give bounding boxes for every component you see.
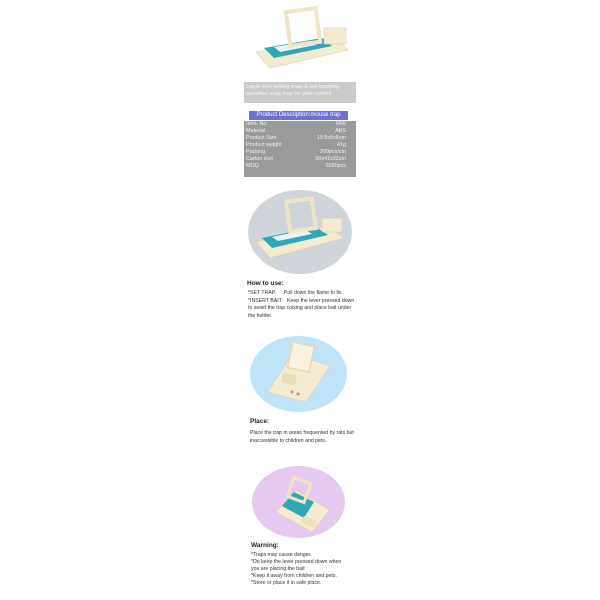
trap-illustration (248, 190, 352, 274)
place-line-2: inaccessible to children and pets. (250, 437, 327, 444)
place-body (250, 430, 362, 445)
warning-line-4: *Keep it away from children and pets. (251, 573, 337, 579)
description-title: Product Description:mouse trap (249, 111, 348, 120)
spec-value: 10.5x5x6cm (316, 135, 346, 141)
trap-photo-set (248, 190, 352, 274)
spec-row (244, 163, 356, 170)
spec-value: 5000pcs (325, 163, 346, 169)
caption-line-2: sensitive snap trap for pest control (246, 91, 332, 97)
spec-value: 41g (337, 142, 346, 148)
spec-value: 50x41x32cm (315, 156, 346, 162)
warning-title: Warning: (251, 542, 279, 549)
product-caption (244, 82, 356, 103)
spec-label: Material (246, 128, 266, 134)
trap-armed-illustration (252, 466, 345, 538)
spec-row (244, 142, 356, 149)
caption-line-1: Large size selling snap E-set trapping (246, 84, 340, 90)
spec-row (244, 149, 356, 156)
spec-row (244, 128, 356, 135)
hero-product-image (244, 0, 356, 76)
warning-line-3: you are placing the bait (251, 566, 305, 572)
trap-photo-top (250, 336, 347, 412)
insert-bait-line (248, 298, 358, 306)
spec-value: 200pcs/ctn (319, 149, 346, 155)
spec-label: Item. No (246, 121, 267, 127)
trap-top-illustration (250, 336, 347, 412)
spec-label: Packing (246, 149, 266, 155)
spec-row (244, 121, 356, 128)
spec-label: MOQ (246, 163, 259, 169)
spec-row (244, 156, 356, 163)
trap-photo-armed (252, 466, 345, 538)
warning-line-5: *Store or place it in safe place. (251, 580, 322, 586)
place-line-1: Place the trap in areas frequented by rats but (250, 430, 354, 436)
spec-table (244, 121, 356, 177)
spec-row (244, 135, 356, 142)
how-to-use-line-2: to avoid the trap colsing and place bait under (248, 305, 352, 311)
set-trap-line (248, 290, 358, 298)
place-title: Place: (250, 418, 270, 425)
set-trap-text: Pull down the flame to fix. (283, 290, 343, 296)
insert-bait-text: Keep the lever pressed down (287, 297, 355, 304)
set-trap-label: *SET TRAP: (248, 290, 277, 296)
warning-body (251, 552, 363, 587)
spec-value: ABS (335, 128, 346, 134)
spec-label: Carton size (246, 156, 274, 162)
how-to-use-line-3: the holder. (248, 312, 273, 319)
insert-bait-label: *INSERT BAIT: (248, 297, 283, 304)
warning-line-2: *Do keep the lever pressed down when (251, 559, 342, 565)
how-to-use-body (248, 290, 358, 320)
warning-line-1: *Traps may cause danger. (251, 552, 312, 558)
spec-value: M06 (335, 121, 346, 127)
spec-label: Product weight (246, 142, 282, 148)
spec-label: Product Size (246, 135, 277, 141)
how-to-use-title: How to use: (247, 280, 284, 287)
